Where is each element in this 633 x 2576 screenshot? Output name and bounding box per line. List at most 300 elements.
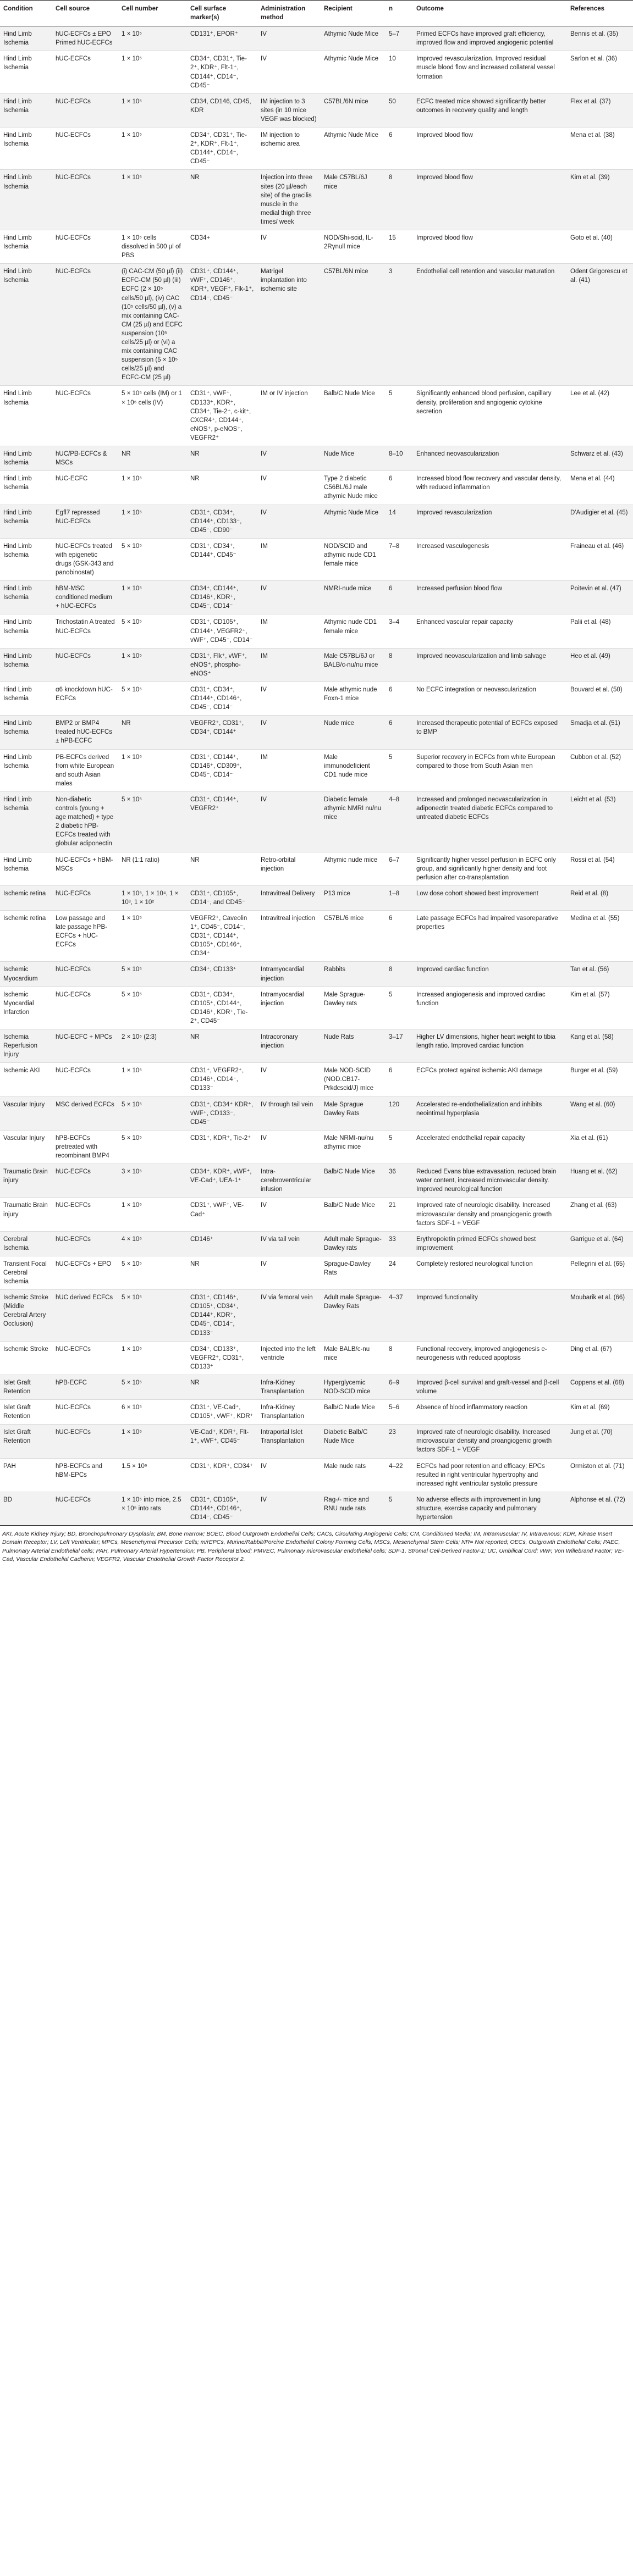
outcome-cell: Accelerated endothelial repair capacity <box>416 1134 525 1142</box>
recipient-cell: Male Sprague Dawley Rats <box>321 1096 386 1130</box>
condition-cell: Islet Graft Retention <box>3 1404 31 1420</box>
cell-source-cell: α6 knockdown hUC-ECFCs <box>56 686 113 702</box>
recipient-cell: Athymic Nude Mice <box>321 505 386 538</box>
table-row <box>0 264 633 386</box>
n-cell: 36 <box>386 1164 413 1198</box>
condition-cell: Hind Limb Ischemia <box>3 754 32 769</box>
reference-cell: Wang et al. (60) <box>567 1096 633 1130</box>
recipient-cell: Athymic nude CD1 female mice <box>324 619 377 635</box>
n-cell: 8 <box>386 962 413 987</box>
cell-source-cell: hUC-ECFCs <box>52 648 118 682</box>
reference-cell: Fraineau et al. (46) <box>570 542 624 550</box>
reference-cell: Coppens et al. (68) <box>567 1375 633 1399</box>
cell-source-cell: hUC-ECFCs <box>56 234 91 241</box>
condition-cell: Hind Limb Ischemia <box>3 132 32 148</box>
outcome-cell: Low dose cohort showed best improvement <box>413 885 567 910</box>
reference-cell: Xia et al. (61) <box>570 1134 608 1142</box>
column-header: Cell surface marker(s) <box>187 1 257 26</box>
reference-cell: Huang et al. (62) <box>567 1164 633 1198</box>
table-row <box>0 648 633 682</box>
surface-marker-cell: CD31⁺, vWF⁺, CD133⁺, KDR⁺, CD34⁺, Tie-2⁺, c-kit⁺, CXCR4⁺, CD144⁺, eNOS⁺, p-eNOS⁺, VEGFR2⁺ <box>190 390 251 441</box>
surface-marker-cell: CD31⁺, CD105⁺, CD144⁺, CD146⁺, CD14⁻, CD45⁻ <box>187 1492 257 1525</box>
table-row <box>0 987 633 1029</box>
n-cell: 8–10 <box>386 446 413 471</box>
recipient-cell: Balb/C Nude Mice <box>324 1202 375 1209</box>
table-row <box>0 749 633 791</box>
n-cell: 14 <box>386 505 413 538</box>
condition-cell: Ischemic retina <box>3 915 46 922</box>
table-row <box>0 1458 633 1492</box>
outcome-cell: Accelerated re-endothelialization and inhibits neointimal hyperplasia <box>413 1096 567 1130</box>
outcome-cell: Improved revascularization <box>413 505 567 538</box>
n-cell: 4–22 <box>389 1462 403 1470</box>
cell-source-cell: Egfl7 repressed hUC-ECFCs <box>52 505 118 538</box>
table-row <box>0 885 633 910</box>
cell-number-cell: 5 × 10⁵ <box>118 1375 187 1399</box>
n-cell: 33 <box>386 1231 413 1256</box>
outcome-cell: Improved revascularization. Improved residual muscle blood flow and increased collateral vessel formation <box>416 56 555 80</box>
surface-marker-cell: CD34, CD146, CD45, KDR <box>187 93 257 127</box>
administration-method-cell: IV via femoral vein <box>257 1290 321 1341</box>
condition-cell: Hind Limb Ischemia <box>3 542 32 558</box>
cell-source-cell: Non-diabetic controls (young + age matched) + type 2 diabetic hPB-ECFCs treated with globular adiponectin <box>52 791 118 852</box>
surface-marker-cell: CD34+ <box>190 234 211 241</box>
administration-method-cell: IV <box>257 446 321 471</box>
administration-method-cell: Intraportal Islet Transplantation <box>257 1425 321 1458</box>
cell-source-cell: hUC-ECFCs <box>52 962 118 987</box>
cell-number-cell: 5 × 10⁵ <box>122 1134 142 1142</box>
surface-marker-cell: CD34⁺, CD31⁺, Tie-2⁺, KDR⁺, Flt-1⁺, CD144⁺, CD14⁻, CD45⁻ <box>190 56 247 89</box>
cell-number-cell: 5 × 10⁶ <box>118 1290 187 1341</box>
reference-cell: Leicht et al. (53) <box>567 791 633 852</box>
recipient-cell: Athymic Nude Mice <box>321 26 386 51</box>
column-header: Cell source <box>52 1 118 26</box>
administration-method-cell: IV <box>261 56 267 63</box>
condition-cell: Hind Limb Ischemia <box>0 170 52 230</box>
cell-number-cell: 3 × 10⁵ <box>118 1164 187 1198</box>
cell-number-cell: 5 × 10⁵ <box>122 542 142 550</box>
column-header: References <box>567 1 633 26</box>
column-header: Condition <box>0 1 52 26</box>
surface-marker-cell: CD31⁺, CD105⁺, CD14⁻, and CD45⁻ <box>187 885 257 910</box>
table-row <box>0 51 633 93</box>
n-cell: 15 <box>389 234 396 241</box>
outcome-cell: Improved blood flow <box>413 170 567 230</box>
condition-cell: Transient Focal Cerebral Ischemia <box>3 1260 47 1286</box>
n-cell: 120 <box>386 1096 413 1130</box>
cell-number-cell: 5 × 10⁵ <box>122 686 142 693</box>
outcome-cell: Increased vasculogenesis <box>416 542 489 550</box>
cell-number-cell: (i) CAC-CM (50 µl) (ii) ECFC-CM (50 µl) (iii) ECFC (2 × 10⁵ cells/50 µl), (iv) CAC (10⁵ cells/50 µl), (v) a mix containing CAC-CM (25 µl) and ECFC suspension (10⁵ cells/25 µl) or (vi) a mix containing CAC suspension (5 × 10⁵ cells/25 µl) and ECFC-CM (25 µl) <box>118 264 187 386</box>
administration-method-cell: IM or IV injection <box>261 390 308 397</box>
administration-method-cell: IV <box>257 791 321 852</box>
cell-source-cell: hPB-ECFCs pretreated with recombinant BMP4 <box>56 1134 109 1160</box>
administration-method-cell: IV <box>261 1202 267 1209</box>
recipient-cell: Balb/C Nude Mice <box>324 390 375 397</box>
column-header: Cell number <box>118 1 187 26</box>
condition-cell: Hind Limb Ischemia <box>0 648 52 682</box>
n-cell: 4–8 <box>386 791 413 852</box>
administration-method-cell: IV <box>261 1134 267 1142</box>
administration-method-cell: IV <box>261 686 267 693</box>
outcome-cell: Late passage ECFCs had impaired vasoreparative properties <box>416 915 558 931</box>
recipient-cell: Diabetic female athymic NMRI nu/nu mice <box>321 791 386 852</box>
recipient-cell: Rag-/- mice and RNU nude rats <box>321 1492 386 1525</box>
cell-source-cell: hUC-ECFCs <box>56 1202 91 1209</box>
recipient-cell: Male C57BL/6J or BALB/c-nu/nu mice <box>321 648 386 682</box>
administration-method-cell: IV <box>257 505 321 538</box>
table-row <box>0 1341 633 1375</box>
surface-marker-cell: VE-Cad⁺, KDR⁺, Flt-1⁺, vWF⁺, CD45⁻ <box>187 1425 257 1458</box>
reference-cell: Mena et al. (44) <box>570 475 615 483</box>
reference-cell: Goto et al. (40) <box>570 234 613 241</box>
column-header: Administration method <box>257 1 321 26</box>
outcome-cell: Improved β-cell survival and graft-vessel and β-cell volume <box>413 1375 567 1399</box>
surface-marker-cell: VEGFR2⁺, CD31⁺, CD34⁺, CD144⁺ <box>187 716 257 749</box>
condition-cell: Hind Limb Ischemia <box>3 234 32 251</box>
administration-method-cell: Intravitreal injection <box>261 915 316 922</box>
recipient-cell: Adult male Sprague-Dawley Rats <box>321 1290 386 1341</box>
table-row <box>0 614 633 648</box>
n-cell: 6–9 <box>386 1375 413 1399</box>
condition-cell: Hind Limb Ischemia <box>0 581 52 614</box>
column-header: Outcome <box>413 1 567 26</box>
cell-number-cell: NR <box>118 446 187 471</box>
outcome-cell: Primed ECFCs have improved graft efficiency, improved flow and improved angiogenic potential <box>413 26 567 51</box>
cell-source-cell: Trichostatin A treated hUC-ECFCs <box>56 619 115 635</box>
outcome-cell: Superior recovery in ECFCs from white European compared to those from South Asian men <box>416 754 555 769</box>
reference-cell: Mena et al. (38) <box>570 132 615 139</box>
cell-number-cell: 1 × 10⁵ <box>118 505 187 538</box>
surface-marker-cell: CD31⁺, CD146⁺, CD105⁺, CD34⁺, CD144⁺, KDR⁺, CD45⁻, CD14⁻, CD133⁻ <box>187 1290 257 1341</box>
condition-cell: PAH <box>3 1462 16 1470</box>
table-row <box>0 1290 633 1341</box>
reference-cell: Bennis et al. (35) <box>567 26 633 51</box>
recipient-cell: Diabetic Balb/C Nude Mice <box>321 1425 386 1458</box>
reference-cell: Kim et al. (69) <box>570 1404 610 1411</box>
cell-number-cell: 1 × 10⁵, 1 × 10⁴, 1 × 10³, 1 × 10² <box>118 885 187 910</box>
surface-marker-cell: CD31⁺, KDR⁺, Tie-2⁺ <box>190 1134 251 1142</box>
administration-method-cell: IM injection to ischemic area <box>261 132 300 148</box>
condition-cell: Hind Limb Ischemia <box>0 264 52 386</box>
outcome-cell: Improved rate of neurologic disability. Increased microvascular density and proangiogenic growth factors SDF-1 + VEGF <box>413 1425 567 1458</box>
surface-marker-cell: CD146⁺ <box>187 1231 257 1256</box>
outcome-cell: ECFC treated mice showed significantly better outcomes in recovery quality and length <box>413 93 567 127</box>
outcome-cell: Enhanced neovascularization <box>413 446 567 471</box>
reference-cell: Poitevin et al. (47) <box>567 581 633 614</box>
surface-marker-cell: CD31⁺, VE-Cad⁺, CD105⁺, vWF⁺, KDR⁺ <box>190 1404 254 1420</box>
outcome-cell: Functional recovery, improved angiogenesis e-neurogenesis with reduced apoptosis <box>416 1345 547 1361</box>
outcome-cell: No adverse effects with improvement in lung structure, exercise capacity and pulmonary hypertension <box>413 1492 567 1525</box>
cell-source-cell: hUC derived ECFCs <box>52 1290 118 1341</box>
table-row <box>0 1029 633 1063</box>
cell-number-cell: 2 × 10⁶ (2:3) <box>118 1029 187 1063</box>
n-cell: 21 <box>389 1202 396 1209</box>
n-cell: 6 <box>389 475 393 483</box>
n-cell: 5 <box>386 1492 413 1525</box>
cell-number-cell: 1 × 10⁵ <box>118 648 187 682</box>
reference-cell: Jung et al. (70) <box>567 1425 633 1458</box>
recipient-cell: Nude Mice <box>321 446 386 471</box>
administration-method-cell: IV <box>261 1260 267 1267</box>
cell-source-cell: hUC-ECFCs <box>56 1345 91 1353</box>
table-row <box>0 910 633 961</box>
surface-marker-cell: CD34⁺, KDR⁺, vWF⁺, VE-Cad⁺, UEA-1⁺ <box>187 1164 257 1198</box>
outcome-cell: Reduced Evans blue extravasation, reduced brain water content, increased microvascular density. Improved neurological function <box>413 1164 567 1198</box>
table-row <box>0 1096 633 1130</box>
n-cell: 3 <box>386 264 413 386</box>
outcome-cell: Increased and prolonged neovascularization in adiponectin treated diabetic ECFCs compared to untreated diabetic ECFCs <box>413 791 567 852</box>
cell-number-cell: 1 × 10⁵ into mice, 2.5 × 10⁵ into rats <box>118 1492 187 1525</box>
n-cell: 5 <box>389 991 393 998</box>
surface-marker-cell: CD34⁺, CD133⁺, VEGFR2⁺, CD31⁺, CD133⁺ <box>190 1345 244 1370</box>
recipient-cell: Athymic Nude Mice <box>324 56 379 63</box>
condition-cell: BD <box>0 1492 52 1525</box>
n-cell: 5 <box>389 1134 393 1142</box>
recipient-cell: Male NOD-SCID (NOD.CB17-Prkdcscid/J) mice <box>324 1067 374 1092</box>
outcome-cell: Completely restored neurological function <box>416 1260 533 1267</box>
condition-cell: Hind Limb Ischemia <box>3 619 32 635</box>
outcome-cell: Improved blood flow <box>416 234 473 241</box>
table-row <box>0 230 633 263</box>
reference-cell: Pellegrini et al. (65) <box>570 1260 625 1267</box>
surface-marker-cell: CD31⁺, CD34⁺ KDR⁺, vWF⁺, CD133⁻, CD45⁻ <box>187 1096 257 1130</box>
n-cell: 6–7 <box>389 856 400 863</box>
outcome-cell: Improved neovascularization and limb salvage <box>413 648 567 682</box>
cell-source-cell: hUC-ECFCs <box>52 93 118 127</box>
cell-number-cell: 1 × 10⁶ <box>118 1425 187 1458</box>
cell-number-cell: 5 × 10⁵ cells (IM) or 1 × 10⁶ cells (IV) <box>122 390 182 406</box>
surface-marker-cell: CD34⁺, CD133⁺ <box>187 962 257 987</box>
cell-source-cell: hUC-ECFCs + EPO <box>56 1260 112 1267</box>
condition-cell: Ischemic AKI <box>3 1067 40 1074</box>
n-cell: 5–6 <box>389 1404 400 1411</box>
cell-source-cell: hUC-ECFCs <box>56 390 91 397</box>
recipient-cell: Nude Rats <box>321 1029 386 1063</box>
cell-number-cell: 4 × 10⁶ <box>118 1231 187 1256</box>
cell-source-cell: hUC-ECFCs <box>56 132 91 139</box>
outcome-cell: ECFCs had poor retention and efficacy; EPCs resulted in right ventricular hypertrophy and increased right ventricular systolic pressure <box>416 1462 545 1487</box>
column-header: Recipient <box>321 1 386 26</box>
administration-method-cell: IV through tail vein <box>257 1096 321 1130</box>
administration-method-cell: Intramyocardial injection <box>257 962 321 987</box>
cell-number-cell: 1 × 10⁵ <box>122 56 142 63</box>
cell-number-cell: 1 × 10⁶ cells dissolved in 500 µl of PBS <box>122 234 181 259</box>
reference-cell: Ding et al. (67) <box>570 1345 612 1353</box>
reference-cell: Reid et al. (8) <box>567 885 633 910</box>
administration-method-cell: IV <box>257 1492 321 1525</box>
reference-cell: Sarlon et al. (36) <box>570 56 618 63</box>
n-cell: 24 <box>389 1260 396 1267</box>
surface-marker-cell: CD31⁺, Flk⁺, vWF⁺, eNOS⁺, phospho-eNOS⁺ <box>187 648 257 682</box>
recipient-cell: P13 mice <box>321 885 386 910</box>
column-header: n <box>386 1 413 26</box>
cell-source-cell: hUC-ECFCs <box>52 885 118 910</box>
outcome-cell: Significantly enhanced blood perfusion, capillary density, proliferation and angiogenic cytokine secretion <box>416 390 552 415</box>
surface-marker-cell: CD31⁺, CD144⁺, VEGFR2⁺ <box>187 791 257 852</box>
condition-cell: Hind Limb Ischemia <box>0 716 52 749</box>
administration-method-cell: IV <box>257 26 321 51</box>
outcome-cell: Significantly higher vessel perfusion in ECFC only group, and significantly higher density and foot perfusion after co-transplantation <box>416 856 556 881</box>
outcome-cell: Increased perfusion blood flow <box>413 581 567 614</box>
cell-source-cell: hUC-ECFCs <box>52 1492 118 1525</box>
n-cell: 7–8 <box>389 542 400 550</box>
cell-number-cell: NR (1:1 ratio) <box>122 856 160 863</box>
cell-number-cell: 1 × 10⁵ <box>122 475 142 483</box>
cell-source-cell: hUC-ECFCs <box>52 264 118 386</box>
cell-source-cell: hUC-ECFCs <box>56 1404 91 1411</box>
reference-cell: Kang et al. (58) <box>567 1029 633 1063</box>
condition-cell: Ischemia Reperfusion Injury <box>0 1029 52 1063</box>
condition-cell: Hind Limb Ischemia <box>3 856 32 872</box>
table-row <box>0 386 633 446</box>
condition-cell: Vascular Injury <box>0 1096 52 1130</box>
n-cell: 8 <box>386 170 413 230</box>
outcome-cell: Improved rate of neurologic disability. Increased microvascular density and proangiogenic growth factors SDF-1 + VEGF <box>416 1202 552 1227</box>
cell-source-cell: hUC-ECFCs ± EPO Primed hUC-ECFCs <box>52 26 118 51</box>
recipient-cell: Hyperglycemic NOD-SCID mice <box>321 1375 386 1399</box>
reference-cell: D'Audigier et al. (45) <box>567 505 633 538</box>
recipient-cell: Balb/C Nude Mice <box>324 1404 375 1411</box>
administration-method-cell: Intra-cerebroventricular infusion <box>257 1164 321 1198</box>
table-row <box>0 1198 633 1231</box>
condition-cell: Cerebral Ischemia <box>0 1231 52 1256</box>
condition-cell: Ischemic Myocardial Infarction <box>3 991 34 1016</box>
cell-source-cell: hUC-ECFC <box>56 475 88 483</box>
reference-cell: Smadja et al. (51) <box>567 716 633 749</box>
surface-marker-cell: CD31⁺, CD34⁺, CD144⁺, CD146⁺, CD45⁻, CD14⁻ <box>190 686 242 711</box>
cell-number-cell: 1.5 × 10⁶ <box>122 1462 147 1470</box>
cell-number-cell: 5 × 10⁵ <box>122 991 142 998</box>
table-row <box>0 791 633 852</box>
table-row <box>0 962 633 987</box>
recipient-cell: NOD/SCID and athymic nude CD1 female mice <box>324 542 376 567</box>
n-cell: 3–4 <box>389 619 400 626</box>
reference-cell: Garrigue et al. (64) <box>567 1231 633 1256</box>
administration-method-cell: IM <box>257 648 321 682</box>
administration-method-cell: IV <box>261 1462 267 1470</box>
administration-method-cell: IM <box>261 754 268 761</box>
cell-number-cell: 1 × 10⁶ <box>118 93 187 127</box>
cell-source-cell: hPB-ECFCs and hBM-EPCs <box>56 1462 103 1478</box>
recipient-cell: Male BALB/c-nu mice <box>324 1345 370 1361</box>
table-row <box>0 581 633 614</box>
table-body <box>0 26 633 1526</box>
administration-method-cell: IV via tail vein <box>257 1231 321 1256</box>
recipient-cell: C57BL/6N mice <box>321 264 386 386</box>
cell-source-cell: hUC-ECFCs <box>52 1231 118 1256</box>
administration-method-cell: IV <box>261 1067 267 1074</box>
table-row <box>0 538 633 580</box>
n-cell: 10 <box>389 56 396 63</box>
cell-number-cell: 1 × 10⁶ <box>122 1345 142 1353</box>
surface-marker-cell: CD131⁺, EPOR⁺ <box>187 26 257 51</box>
surface-marker-cell: CD31⁺, KDR⁺, CD34⁺ <box>190 1462 254 1470</box>
reference-cell: Kim et al. (39) <box>567 170 633 230</box>
table-row <box>0 1130 633 1164</box>
table-row <box>0 852 633 885</box>
recipient-cell: Male nude rats <box>324 1462 366 1470</box>
condition-cell: Hind Limb Ischemia <box>0 791 52 852</box>
cell-source-cell: hUC-ECFC + MPCs <box>52 1029 118 1063</box>
condition-cell: Ischemic Stroke <box>3 1345 48 1353</box>
surface-marker-cell: VEGFR2⁺, Caveolin 1⁺, CD45⁻, CD14⁻, CD31⁺, CD144⁺, CD105⁺, CD146⁺, CD34⁺ <box>190 915 247 957</box>
surface-marker-cell: CD31⁺, CD34⁺, CD105⁺, CD144⁺, CD146⁺, KDR⁺, Tie-2⁺, CD45⁻ <box>190 991 248 1024</box>
administration-method-cell: IV <box>261 234 267 241</box>
cell-source-cell: hUC-ECFCs <box>52 170 118 230</box>
cell-number-cell: 5 × 10⁵ <box>118 791 187 852</box>
condition-cell: Hind Limb Ischemia <box>3 475 32 491</box>
outcome-cell: Increased therapeutic potential of ECFCs exposed to BMP <box>413 716 567 749</box>
reference-cell: Palii et al. (48) <box>570 619 611 626</box>
cell-source-cell: hUC-ECFCs treated with epigenetic drugs (GSK-343 and panobinostat) <box>56 542 114 577</box>
reference-cell: Moubarik et al. (66) <box>567 1290 633 1341</box>
n-cell: 3–17 <box>386 1029 413 1063</box>
table-row <box>0 1063 633 1096</box>
outcome-cell: Improved cardiac function <box>413 962 567 987</box>
table-header <box>0 1 633 26</box>
n-cell: 6 <box>389 1067 393 1074</box>
recipient-cell: NMRI-nude mice <box>321 581 386 614</box>
surface-marker-cell: CD31⁺, CD144⁺, vWF⁺, CD146⁺, KDR⁺, VEGF⁺, Flk-1⁺, CD14⁻, CD45⁻ <box>187 264 257 386</box>
recipient-cell: Male C57BL/6J mice <box>321 170 386 230</box>
recipient-cell: Male immunodeficient CD1 nude mice <box>324 754 370 778</box>
table-row <box>0 26 633 51</box>
n-cell: 8 <box>389 1345 393 1353</box>
recipient-cell: Male Sprague-Dawley rats <box>324 991 366 1007</box>
reference-cell: Kim et al. (57) <box>570 991 610 998</box>
condition-cell: Traumatic Brain injury <box>3 1202 48 1218</box>
administration-method-cell: IV <box>257 716 321 749</box>
condition-cell: Hind Limb Ischemia <box>3 686 32 702</box>
cell-source-cell: hUC-ECFCs + hBM-MSCs <box>56 856 113 872</box>
n-cell: 23 <box>386 1425 413 1458</box>
recipient-cell: NOD/Shi-scid, IL-2Rγnull mice <box>324 234 373 251</box>
surface-marker-cell: NR <box>187 1375 257 1399</box>
outcome-cell: ECFCs protect against ischemic AKI damage <box>416 1067 543 1074</box>
cell-number-cell: 1 × 10⁵ <box>122 132 142 139</box>
n-cell: 6 <box>389 915 393 922</box>
cell-number-cell: 1 × 10⁶ <box>122 754 142 761</box>
recipient-cell: Male athymic nude Foxn-1 mice <box>324 686 377 702</box>
administration-method-cell: Injection into three sites (20 µl/each site) of the gracilis muscle in the medial thigh three times/ week <box>257 170 321 230</box>
recipient-cell: C57BL/6 mice <box>324 915 364 922</box>
reference-cell: Rossi et al. (54) <box>570 856 615 863</box>
table-row <box>0 1425 633 1458</box>
cell-source-cell: hUC-ECFCs <box>56 991 91 998</box>
cell-number-cell: 1 × 10⁵ <box>118 581 187 614</box>
cell-source-cell: hPB-ECFC <box>52 1375 118 1399</box>
recipient-cell: C57BL/6N mice <box>321 93 386 127</box>
table-row <box>0 93 633 127</box>
table-row <box>0 471 633 505</box>
cell-number-cell: 1 × 10⁶ <box>118 170 187 230</box>
n-cell: 8 <box>386 648 413 682</box>
table-footnote: AKI, Acute Kidney Injury; BD, Bronchopulmonary Dysplasia; BM, Bone marrow; BOEC, Blood Outgrowth Endothelial Cells; CACs, Circulating Angiogenic Cells; CM, Conditioned Media; IM, Intramuscular; IV, Intravenous; KDR, Kinase Insert Domain Receptor; LV, Left Ventricular; MPCs, Mesenchymal Precursor Cells; m/rEPCs, Murine/Rabbit/Porcine Endothelial Colony Forming Cells; MSCs, Mesenchymal Stem Cells; NR= Not reported; OECs, Outgrowth Endothelial Cells; PAEC, Pulmonary Arterial Endothelial cells; PAH, Pulmonary Arterial Hypertension; PB, Peripheral Blood; PMVEC, Pulmonary microvascular endothelial cells; SDF-1, Stromal Cell-Derived Factor-1; UC, Umbilical Cord; vWF, Von Willebrand Factor; VE-Cad, Vascular Endothelial Cadherin; VEGFR2, Vascular Endothelial Growth Factor Receptor 2. <box>2 1531 624 1563</box>
outcome-cell: Higher LV dimensions, higher heart weight to tibia length ratio. Improved cardiac function <box>413 1029 567 1063</box>
reference-cell: Cubbon et al. (52) <box>570 754 621 761</box>
reference-cell: Flex et al. (37) <box>567 93 633 127</box>
condition-cell: Islet Graft Retention <box>0 1425 52 1458</box>
n-cell: 6 <box>389 132 393 139</box>
outcome-cell: Increased blood flow recovery and vascular density, with reduced inflammation <box>416 475 562 491</box>
administration-method-cell: Matrigel implantation into ischemic site <box>257 264 321 386</box>
surface-marker-cell: CD31⁺, CD105⁺, CD144⁺, VEGFR2⁺, vWF⁺, CD45⁻, CD14⁻ <box>190 619 253 644</box>
table-row <box>0 682 633 716</box>
header-row <box>0 1 633 26</box>
surface-marker-cell: CD31⁺, CD34⁺, CD144⁺, CD133⁻, CD45⁻, CD90⁻ <box>187 505 257 538</box>
reference-cell: Lee et al. (42) <box>570 390 609 397</box>
